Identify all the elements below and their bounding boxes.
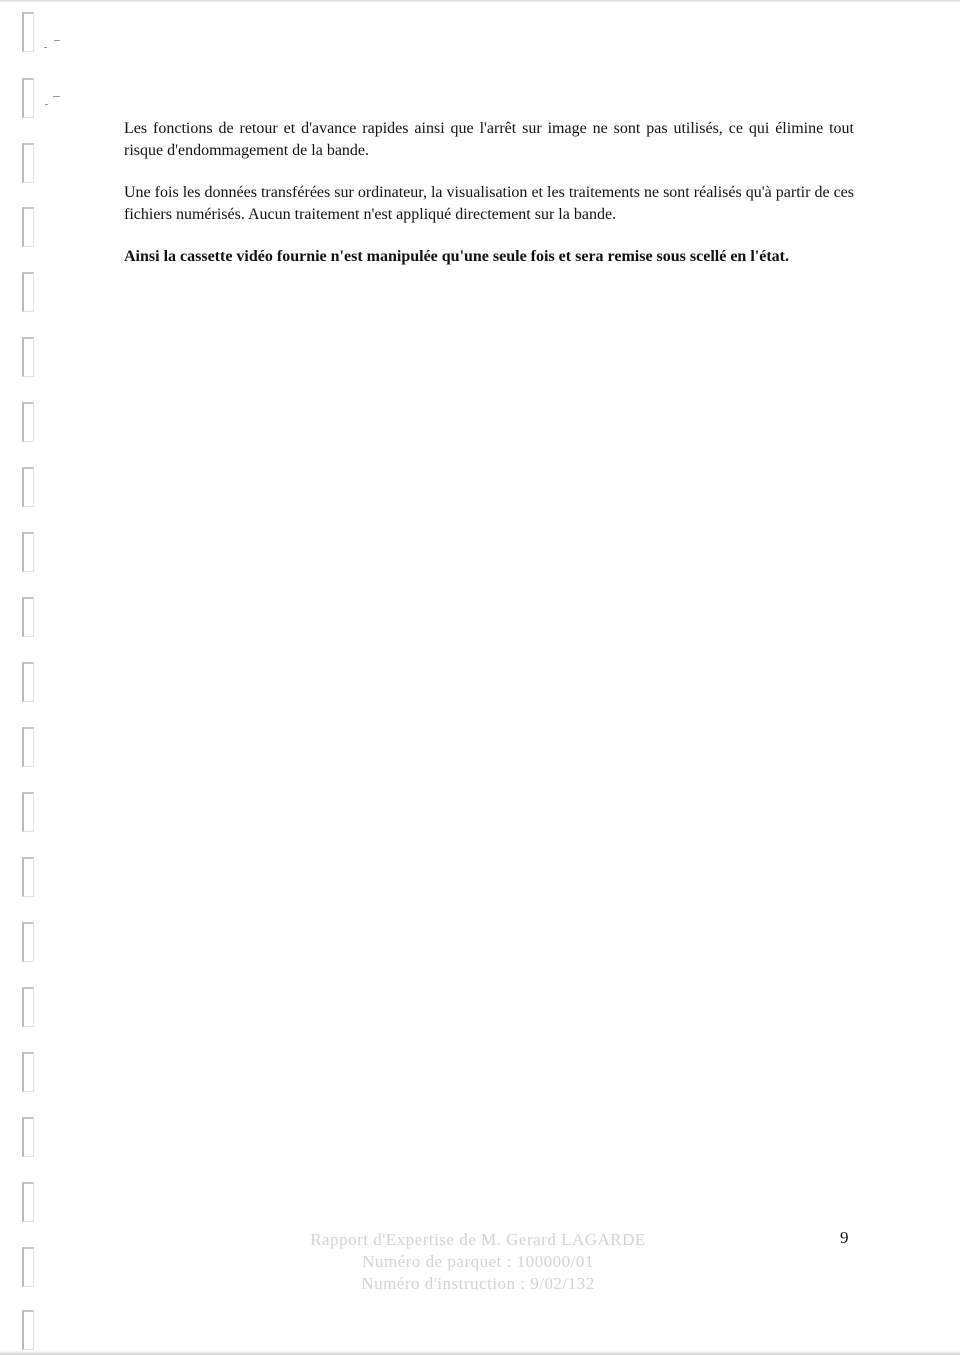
binding-hole <box>22 143 34 183</box>
paragraph: Une fois les données transférées sur ordinateur, la visualisation et les traitements ne sont réalisés qu'à partir de ces fichiers numérisés. Aucun traitement n'est appliqué directement sur la bande. <box>124 184 854 223</box>
scan-speck <box>45 104 48 105</box>
binding-hole <box>22 857 34 897</box>
conclusion-paragraph: Ainsi la cassette vidéo fournie n'est manipulée qu'une seule fois et sera remise sous scellé en l'état. <box>124 248 789 265</box>
page-number: 9 <box>840 1228 849 1247</box>
binding-hole <box>22 272 34 312</box>
scan-speck <box>44 47 47 48</box>
scan-speck <box>54 40 60 41</box>
footer-parquet-number: Numéro de parquet : 100000/01 <box>362 1252 594 1271</box>
binding-hole <box>22 1310 34 1350</box>
footer-instruction-number: Numéro d'instruction : 9/02/132 <box>361 1274 595 1293</box>
binding-hole <box>22 467 34 507</box>
binding-holes <box>0 0 60 1355</box>
binding-hole <box>22 1247 34 1287</box>
page-top-edge <box>0 0 960 3</box>
binding-hole <box>22 532 34 572</box>
binding-hole <box>22 597 34 637</box>
binding-hole <box>22 78 34 118</box>
binding-hole <box>22 12 34 52</box>
binding-hole <box>22 1117 34 1157</box>
binding-hole <box>22 1182 34 1222</box>
binding-hole <box>22 662 34 702</box>
binding-hole <box>22 727 34 767</box>
binding-hole <box>22 337 34 377</box>
document-body <box>124 118 854 288</box>
scan-speck <box>53 96 60 97</box>
paragraph: Les fonctions de retour et d'avance rapides ainsi que l'arrêt sur image ne sont pas utilisés, ce qui élimine tout risque d'endommagement de la bande. <box>124 120 854 159</box>
binding-hole <box>22 207 34 247</box>
page-footer <box>238 1229 718 1295</box>
footer-report-title: Rapport d'Expertise de M. Gerard LAGARDE <box>310 1230 646 1249</box>
binding-hole <box>22 1052 34 1092</box>
page-bottom-edge <box>0 1351 960 1355</box>
binding-hole <box>22 792 34 832</box>
binding-hole <box>22 987 34 1027</box>
binding-hole <box>22 402 34 442</box>
binding-hole <box>22 922 34 962</box>
